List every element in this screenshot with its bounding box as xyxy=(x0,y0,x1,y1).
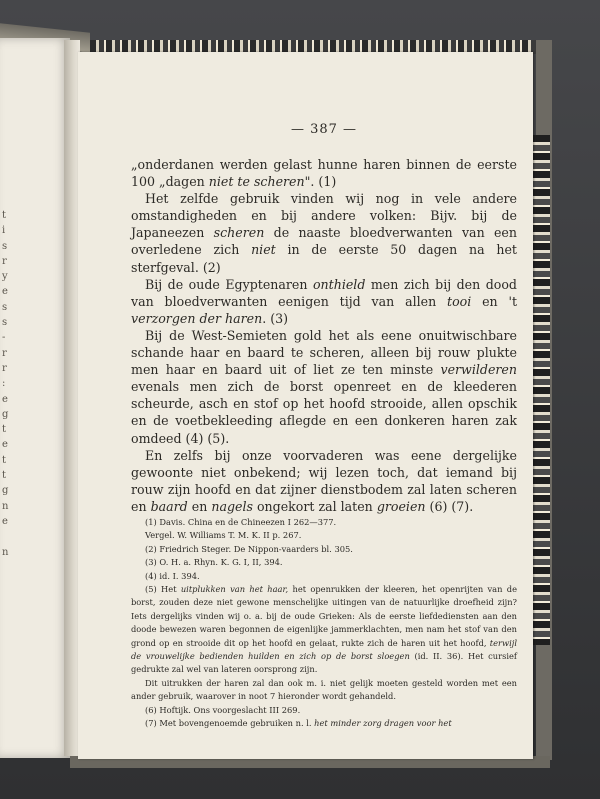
text-run: En zelfs bij onze voorvaderen was eene dergelijke gewoonte niet onbekend; wij lezen toch, dat iemand bij rouw zijn hoofd en dat zijner dienstbodem zal laten scheren en xyxy=(131,447,517,514)
marbled-cover-right xyxy=(532,135,550,645)
text-run: het openrukken der kleeren, het openrijten van de borst, zouden deze niet gewone menschelijke uitingen van de natuurlijke droefheid zijn? Iets dergelijks vinden wij o. a. bij de oude Grieken: Als de eerste liefdediensten aan den doode bewezen waren begonnen de eigenlijke jammerklachten, men nam het stof van den grond op en strooide dit op het hoofd en gelaat, rukte zich de haren uit het hoofd, xyxy=(131,584,517,648)
left-margin-char: g xyxy=(2,485,9,497)
italic-text: scheren xyxy=(213,225,265,241)
left-margin-char: t xyxy=(2,424,7,436)
left-margin-char: e xyxy=(2,439,8,451)
left-margin-char xyxy=(2,529,16,544)
footnote xyxy=(131,583,517,677)
text-run: evenals men zich de borst openreet en de kleederen scheurde, asch en stof op het hoofd strooide, allen opschik en de voetbekleeding aflegde en een donkeren haren zak omdeed (4) (5). xyxy=(131,379,517,446)
text-run: (2) Friedrich Steger. De Nippon-vaarders bl. 305. xyxy=(145,543,353,554)
italic-text: terwijl de vrouwelijke bedienden huilden en zich op de borst sloegen xyxy=(131,637,517,662)
italic-text: baard xyxy=(150,498,188,514)
italic-text: groeien xyxy=(376,498,426,514)
italic-text: uitplukken van het haar, xyxy=(180,584,289,595)
left-margin-char: r xyxy=(2,362,7,374)
left-margin-char: e xyxy=(2,515,8,527)
text-run: (4) id. I. 394. xyxy=(145,570,200,581)
footnote xyxy=(131,717,517,730)
text-run: Dit uitrukken der haren zal dan ook m. i. niet gelijk moeten gesteld worden met een ander gebruik, waarover in noot 7 hieronder wordt gehandeld. xyxy=(131,677,517,702)
text-run: en xyxy=(187,498,212,514)
footnote xyxy=(131,677,517,704)
text-run: . (3) xyxy=(262,310,289,326)
left-margin-char: e xyxy=(2,286,8,298)
text-run: Het zelfde gebruik vinden wij nog in vele andere omstandigheden en bij andere volken: Bijv. bij de Japaneezen xyxy=(131,191,517,241)
text-run: men zich bij den dood van bloedverwanten eenigen tijd van allen xyxy=(131,276,517,309)
left-margin-char: : xyxy=(2,378,6,390)
left-margin-char: y xyxy=(2,271,8,283)
text-run: en 't xyxy=(471,293,517,309)
left-margin-char: t xyxy=(2,454,7,466)
left-page xyxy=(0,38,70,758)
left-margin-char: t xyxy=(2,210,7,221)
footnote xyxy=(131,529,517,542)
footnote xyxy=(131,543,517,556)
text-run: „onderdanen werden gelast hunne haren binnen de eerste 100 „dagen xyxy=(131,157,517,190)
left-margin-char: e xyxy=(2,393,8,405)
body-paragraph xyxy=(131,447,517,515)
left-margin-char: r xyxy=(2,255,7,267)
italic-text: verzorgen der haren xyxy=(131,310,263,326)
left-page-clipped-text xyxy=(2,208,16,560)
text-run: (id. II. 36). Het cursief gedrukte zal wel van lateren oorsprong zijn. xyxy=(131,651,517,675)
footnote xyxy=(131,556,517,569)
footnote xyxy=(131,516,517,529)
footnotes xyxy=(131,516,517,731)
left-margin-char: n xyxy=(2,546,9,558)
text-run: Bij de oude Egyptenaren xyxy=(145,276,313,292)
italic-text: tooi xyxy=(447,293,472,309)
left-margin-char: g xyxy=(2,408,9,420)
left-margin-char: s xyxy=(2,301,8,313)
italic-text: nagels xyxy=(211,498,253,514)
text-run: Bij de West-Semieten gold het als eene onuitwischbare schande haar en baard te scheren, alleen bij rouw plukte men haar en baard uit of liet ze ten minste xyxy=(131,327,517,378)
text-run: (5) Het xyxy=(145,584,181,595)
left-margin-char: r xyxy=(2,347,7,359)
text-run: in de eerste 50 dagen na het sterfgeval. (2) xyxy=(131,242,517,275)
italic-text: niet xyxy=(251,242,276,258)
right-page xyxy=(78,52,533,759)
italic-text: onthield xyxy=(312,276,366,292)
left-margin-char: s xyxy=(2,317,8,329)
left-margin-char: - xyxy=(2,332,6,344)
footnote xyxy=(131,704,517,717)
text-run: ". (1) xyxy=(304,174,337,190)
text-run: (6) Hoftijk. Ons voorgeslacht III 269. xyxy=(145,704,301,715)
left-margin-char: s xyxy=(2,240,8,252)
text-run: ongekort zal laten xyxy=(252,498,377,514)
italic-text: het minder zorg dragen voor het xyxy=(314,718,452,729)
italic-text: verwilderen xyxy=(440,362,517,378)
body-paragraph xyxy=(131,276,517,327)
body-paragraph xyxy=(131,327,517,447)
body-text xyxy=(131,156,517,515)
page-number: — 387 — xyxy=(290,122,358,137)
body-paragraph xyxy=(131,156,517,190)
body-paragraph xyxy=(131,190,517,275)
text-run: (7) Met bovengenoemde gebruiken n. l. xyxy=(145,718,315,729)
text-run: (3) O. H. a. Rhyn. K. G. I, II, 394. xyxy=(145,557,283,568)
text-run: (6) (7). xyxy=(425,498,474,514)
left-margin-char: i xyxy=(2,225,6,237)
text-run: (1) Davis. China en de Chineezen I 262—377. xyxy=(145,517,337,527)
text-run: de naaste bloedverwanten van een overledene zich xyxy=(131,225,517,258)
left-margin-char: t xyxy=(2,470,7,482)
text-run: Vergel. W. Williams T. M. K. II p. 267. xyxy=(145,530,302,541)
italic-text: niet te scheren xyxy=(208,174,305,190)
left-margin-char: n xyxy=(2,500,9,512)
footnote xyxy=(131,570,517,583)
